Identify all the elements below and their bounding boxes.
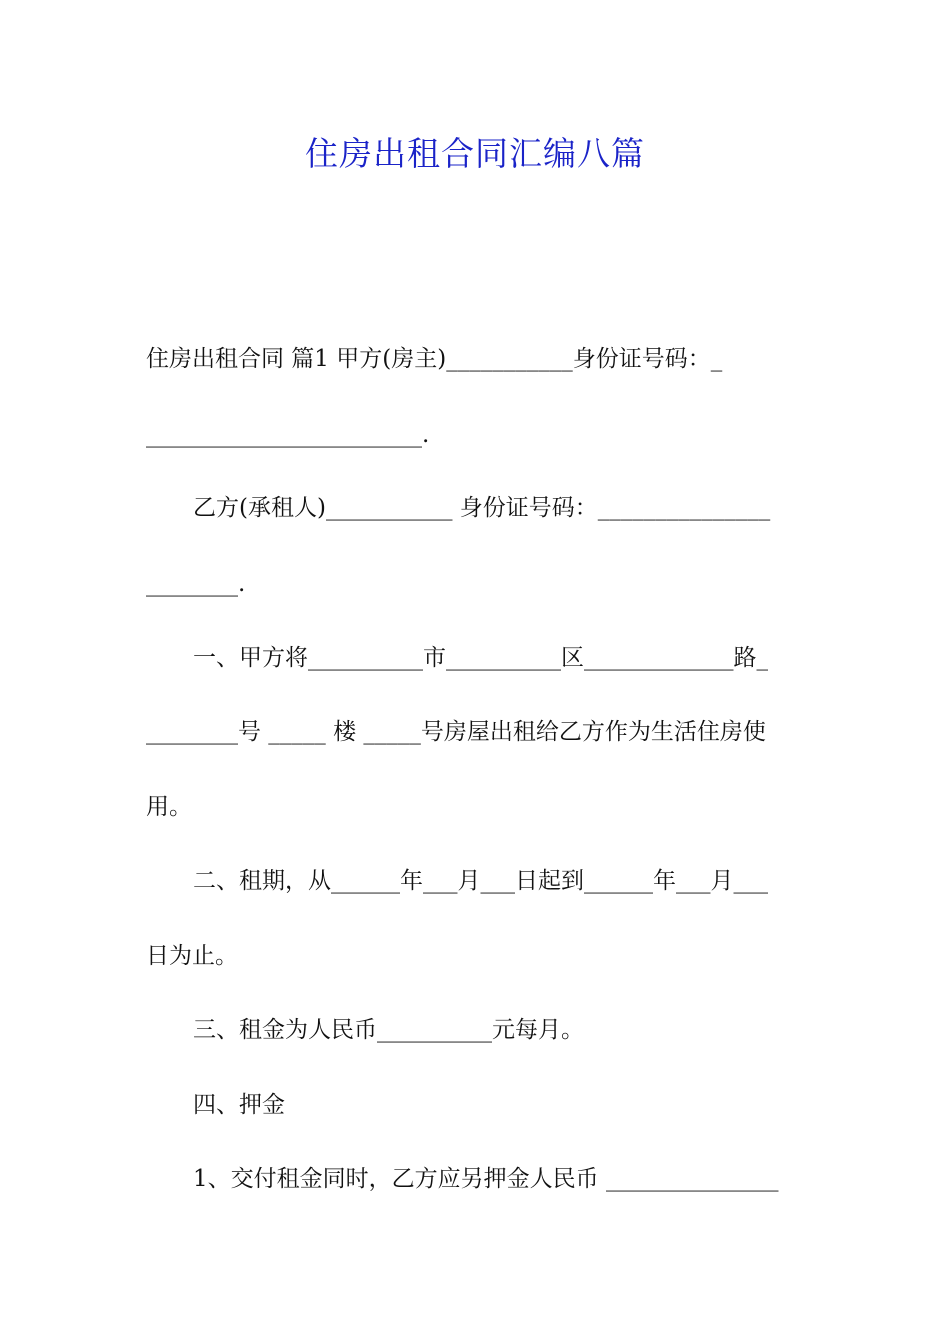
document-title: 住房出租合同汇编八篇 xyxy=(305,134,645,173)
clause-1-line-3: 用。 xyxy=(146,794,192,820)
clause-2-line-1: 二、租期，从______年___月___日起到______年___月___ xyxy=(193,868,768,894)
contract-heading-line: 住房出租合同 篇1 甲方(房主)___________身份证号码：_ xyxy=(146,346,723,372)
clause-3-line: 三、租金为人民币__________元每月。 xyxy=(193,1017,584,1043)
party-b-id-continuation: ________. xyxy=(146,571,246,597)
clause-1-line-2: ________号 _____ 楼 _____号房屋出租给乙方作为生活住房使 xyxy=(146,719,766,745)
clause-2-line-2: 日为止。 xyxy=(146,943,238,969)
id-number-continuation: ________________________. xyxy=(146,422,430,448)
clause-1-line-1: 一、甲方将__________市__________区_____________路_ xyxy=(193,645,768,671)
clause-4-item-1: 1、交付租金同时，乙方应另押金人民币 _______________ xyxy=(193,1166,779,1192)
clause-4-heading: 四、押金 xyxy=(193,1092,285,1118)
party-b-line: 乙方(承租人)___________ 身份证号码：_______________ xyxy=(193,495,771,521)
